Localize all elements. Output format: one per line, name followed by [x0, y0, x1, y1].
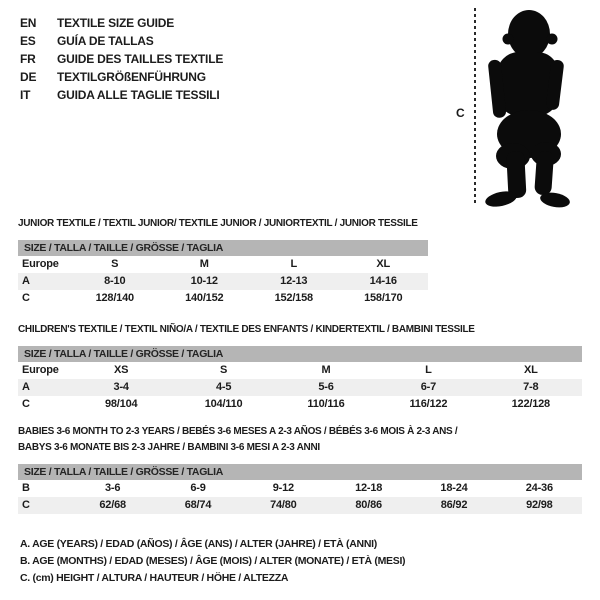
size-cell: 4-5 [215, 381, 232, 393]
size-cell: 68/74 [184, 499, 212, 511]
table-title-line: JUNIOR TEXTILE / TEXTIL JUNIOR/ TEXTILE JUNIOR / JUNIORTEXTIL / JUNIOR TESSILE [18, 218, 418, 229]
table-title-line: BABYS 3-6 MONATE BIS 2-3 JAHRE / BAMBINI 3-6 MESI A 2-3 ANNI [18, 442, 320, 453]
size-cell: 86/92 [440, 499, 468, 511]
size-cell: S [111, 258, 119, 270]
babies-textile-table [18, 424, 582, 514]
table-body [18, 256, 582, 307]
language-title: GUÍA DE TALLAS [57, 34, 154, 48]
language-title: GUIDE DES TAILLES TEXTILE [57, 52, 224, 66]
language-row [20, 32, 223, 50]
size-cell: 110/116 [307, 398, 345, 410]
language-code: IT [20, 88, 31, 102]
table-row [18, 362, 582, 379]
size-cell: 14-16 [369, 275, 397, 287]
row-label: C [22, 499, 30, 511]
language-code: FR [20, 52, 36, 66]
legend-line: A. AGE (YEARS) / EDAD (AÑOS) / ÂGE (ANS) / ALTER (JAHRE) / ETÀ (ANNI) [20, 538, 377, 550]
size-cell: 10-12 [190, 275, 218, 287]
language-code: EN [20, 16, 37, 30]
language-row [20, 86, 223, 104]
size-cell: 6-9 [190, 482, 206, 494]
table-row [18, 290, 428, 307]
size-cell: 12-18 [355, 482, 383, 494]
language-code: DE [20, 70, 37, 84]
size-cell: L [290, 258, 298, 270]
size-cell: 24-36 [525, 482, 553, 494]
size-cell: 80/86 [355, 499, 382, 511]
row-label: B [22, 482, 30, 494]
size-cell: 92/98 [526, 499, 553, 511]
size-header-bar: SIZE / TALLA / TAILLE / GRÖSSE / TAGLIA [18, 240, 428, 256]
table-row [18, 256, 428, 273]
row-label: C [22, 398, 30, 410]
legend-line: C. (cm) HEIGHT / ALTURA / HAUTEUR / HÖHE / ALTEZZA [20, 572, 289, 584]
language-row [20, 14, 223, 32]
size-header-bar: SIZE / TALLA / TAILLE / GRÖSSE / TAGLIA [18, 346, 582, 362]
table-row [18, 396, 582, 413]
table-title [18, 322, 582, 338]
table-row [18, 273, 428, 290]
table-row [18, 480, 582, 497]
size-cell: 116/122 [409, 398, 448, 410]
table-row [18, 379, 582, 396]
size-cell: 6-7 [420, 381, 437, 393]
row-label: A [22, 275, 30, 287]
junior-textile-table [18, 216, 582, 307]
size-cell: 152/158 [274, 292, 313, 304]
language-row [20, 68, 223, 86]
row-label: C [22, 292, 30, 304]
size-cell: 8-10 [104, 275, 126, 287]
table-title-line: BABIES 3-6 MONTH TO 2-3 YEARS / BEBÉS 3-6 MESES A 2-3 AÑOS / BÉBÉS 3-6 MOIS À 2-3 ANS / [18, 426, 458, 437]
language-title: TEXTILE SIZE GUIDE [57, 16, 175, 30]
size-cell: 62/68 [99, 499, 126, 511]
row-label: A [22, 381, 30, 393]
size-cell: 12-13 [280, 275, 308, 287]
table-title [18, 424, 582, 456]
size-cell: 7-8 [523, 381, 539, 393]
size-cell: 128/140 [95, 292, 134, 304]
size-cell: L [425, 364, 432, 376]
row-label: Europe [22, 258, 59, 270]
size-cell: M [321, 364, 331, 376]
size-cell: 158/170 [364, 292, 403, 304]
size-cell: 18-24 [440, 482, 468, 494]
row-label: Europe [22, 364, 59, 376]
size-cell: 5-6 [318, 381, 334, 393]
language-title: TEXTILGRÖßENFÜHRUNG [57, 70, 206, 84]
table-body [18, 362, 582, 413]
legend-line: B. AGE (MONTHS) / EDAD (MESES) / ÂGE (MOIS) / ALTER (MONATE) / ETÀ (MESI) [20, 555, 406, 567]
size-cell: M [199, 258, 209, 270]
table-title-line: CHILDREN'S TEXTILE / TEXTIL NIÑO/A / TEXTILE DES ENFANTS / KINDERTEXTIL / BAMBINI TESSILE [18, 324, 475, 335]
size-cell: XL [523, 364, 538, 376]
baby-silhouette-icon [483, 8, 573, 208]
size-cell: XS [114, 364, 129, 376]
language-title: GUIDA ALLE TAGLIE TESSILI [57, 88, 220, 102]
size-cell: 140/152 [185, 292, 224, 304]
size-cell: 98/104 [104, 398, 138, 410]
size-cell: 3-6 [105, 482, 121, 494]
table-row [18, 497, 582, 514]
language-title-list [20, 14, 223, 104]
measure-legend [20, 536, 405, 587]
childrens-textile-table [18, 322, 582, 413]
height-measure-label: C [456, 106, 465, 120]
size-cell: 104/110 [204, 398, 243, 410]
table-title [18, 216, 582, 232]
table-body [18, 480, 582, 514]
size-cell: 74/80 [270, 499, 297, 511]
size-cell: 9-12 [272, 482, 294, 494]
size-cell: XL [376, 258, 391, 270]
language-row [20, 50, 223, 68]
size-cell: 122/128 [511, 398, 550, 410]
height-measure-dashed-line [474, 8, 476, 206]
language-code: ES [20, 34, 36, 48]
size-header-bar: SIZE / TALLA / TAILLE / GRÖSSE / TAGLIA [18, 464, 582, 480]
size-cell: 3-4 [113, 381, 129, 393]
size-cell: S [220, 364, 228, 376]
